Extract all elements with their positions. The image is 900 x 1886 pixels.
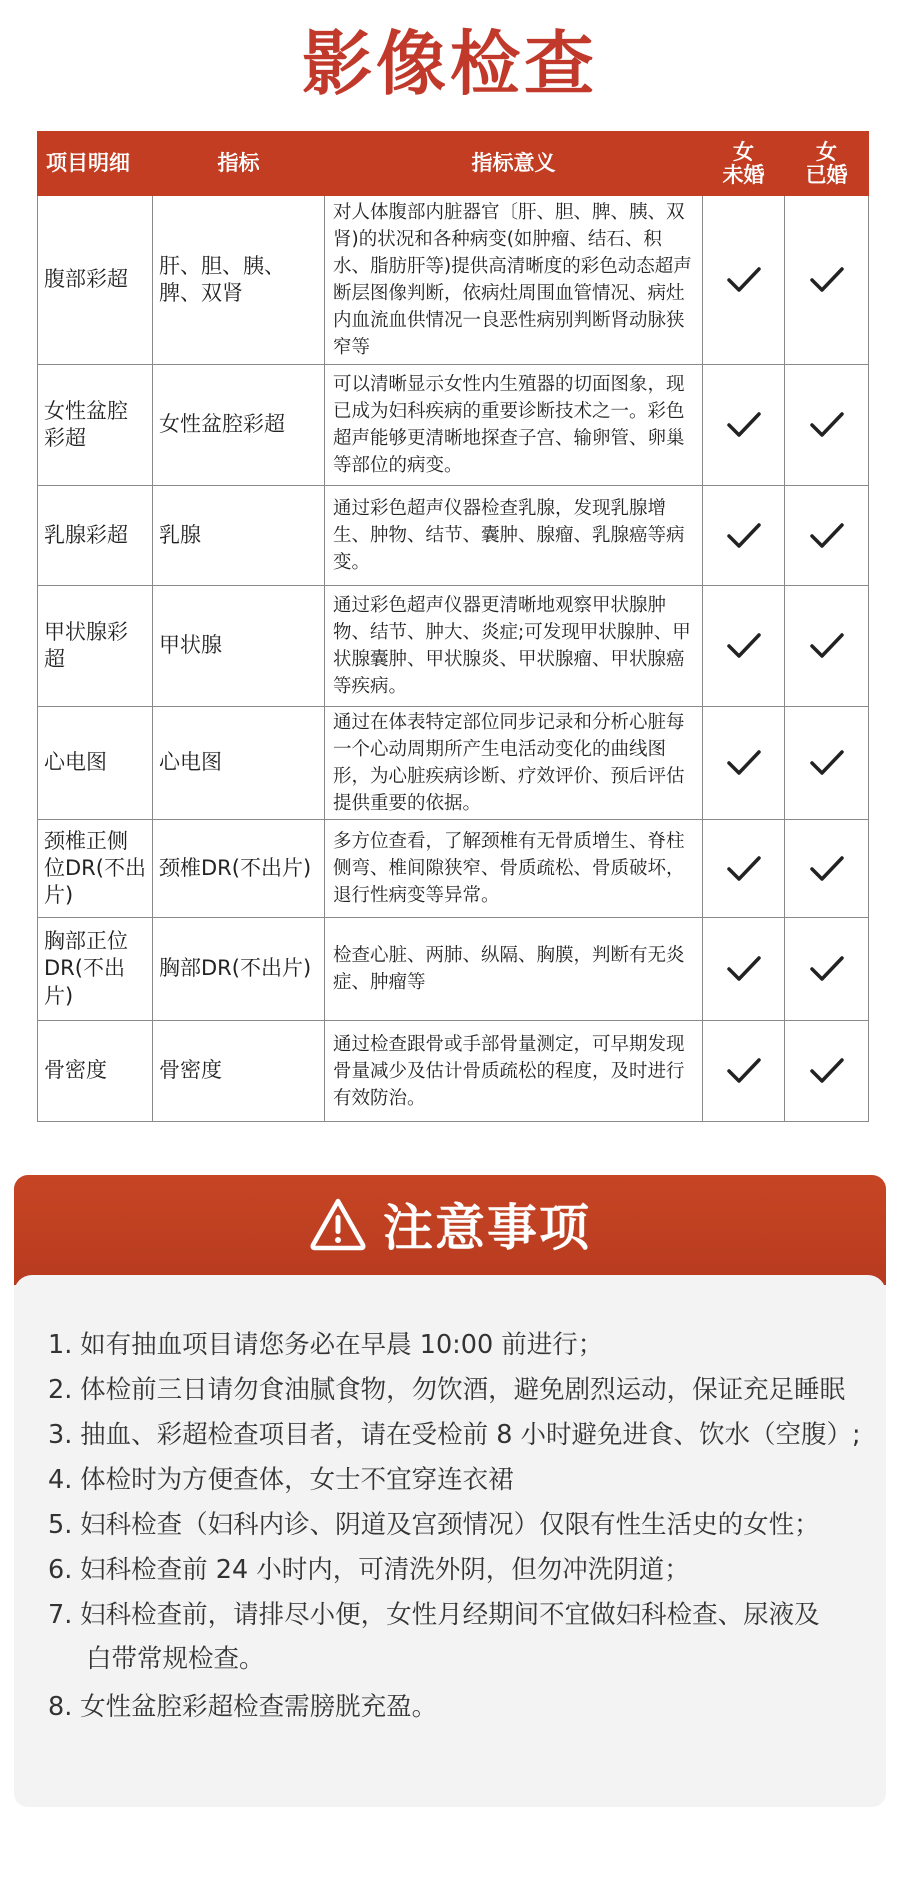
cell-item: 甲状腺彩超 <box>38 586 153 707</box>
page-title: 影像检查 <box>302 23 598 105</box>
cell-married <box>785 586 869 707</box>
header-meaning: 指标意义 <box>325 132 703 196</box>
cell-indicator: 乳腺 <box>153 486 325 586</box>
notice-item-text: 如有抽血项目请您务必在早晨 10:00 前进行； <box>80 1330 604 1360</box>
check-icon <box>809 412 845 436</box>
cell-indicator: 骨密度 <box>153 1021 325 1122</box>
cell-married <box>785 486 869 586</box>
check-icon <box>726 956 762 980</box>
cell-married <box>785 918 869 1021</box>
cell-item: 腹部彩超 <box>38 196 153 365</box>
notice-item <box>48 1368 868 1413</box>
header-unmarried-line1: 女 <box>733 140 754 165</box>
check-icon <box>726 267 762 291</box>
cell-meaning: 多方位查看，了解颈椎有无骨质增生、脊柱侧弯、椎间隙狭窄、骨质疏松、骨质破坏，退行性病变等异常。 <box>325 820 703 918</box>
table-row <box>38 486 869 586</box>
cell-married <box>785 365 869 486</box>
table-header-row <box>38 132 869 196</box>
cell-meaning: 通过彩色超声仪器检查乳腺，发现乳腺增生、肿物、结节、囊肿、腺瘤、乳腺癌等病变。 <box>325 486 703 586</box>
cell-meaning: 通过在体表特定部位同步记录和分析心脏每一个心动周期所产生电活动变化的曲线图形，为心脏疾病诊断、疗效评价、预后评估提供重要的依据。 <box>325 707 703 820</box>
check-icon <box>809 523 845 547</box>
header-married-line2: 已婚 <box>805 162 848 187</box>
cell-item: 心电图 <box>38 707 153 820</box>
cell-unmarried <box>703 586 785 707</box>
notice-item-text: 妇科检查前 24 小时内，可清洗外阴，但勿冲洗阴道； <box>80 1555 690 1585</box>
cell-indicator: 女性盆腔彩超 <box>153 365 325 486</box>
check-icon <box>726 1058 762 1082</box>
header-married-line1: 女 <box>816 140 837 165</box>
cell-married <box>785 1021 869 1122</box>
notice-item-number: 7. <box>48 1600 73 1630</box>
notice-item-number: 8. <box>48 1692 73 1722</box>
cell-item: 骨密度 <box>38 1021 153 1122</box>
cell-married <box>785 707 869 820</box>
check-icon <box>809 956 845 980</box>
warning-triangle-icon <box>309 1197 367 1251</box>
notice-item <box>48 1413 868 1458</box>
cell-indicator: 肝、胆、胰、脾、双肾 <box>153 196 325 365</box>
notice-item <box>48 1458 868 1503</box>
cell-item: 女性盆腔彩超 <box>38 365 153 486</box>
notice-item-number: 4. <box>48 1465 73 1495</box>
check-icon <box>809 1058 845 1082</box>
notice-header <box>14 1175 886 1285</box>
check-icon <box>726 412 762 436</box>
notice-title: 注意事项 <box>383 1199 591 1257</box>
cell-meaning: 检查心脏、两肺、纵隔、胸膜，判断有无炎症、肿瘤等 <box>325 918 703 1021</box>
cell-married <box>785 820 869 918</box>
table-row <box>38 196 869 365</box>
notice-item-number: 3. <box>48 1420 73 1450</box>
cell-item: 乳腺彩超 <box>38 486 153 586</box>
table-row <box>38 1021 869 1122</box>
check-icon <box>726 750 762 774</box>
cell-unmarried <box>703 820 785 918</box>
table-row <box>38 918 869 1021</box>
check-icon <box>809 267 845 291</box>
notice-list <box>48 1323 868 1730</box>
cell-unmarried <box>703 1021 785 1122</box>
notice-item-text: 妇科检查前，请排尽小便，女性月经期间不宜做妇科检查、尿液及 <box>80 1600 820 1630</box>
header-unmarried <box>703 132 785 196</box>
notice-item <box>48 1503 868 1548</box>
cell-married <box>785 196 869 365</box>
notice-item-text: 妇科检查（妇科内诊、阴道及宫颈情况）仅限有性生活史的女性； <box>80 1510 820 1540</box>
cell-unmarried <box>703 707 785 820</box>
cell-item: 胸部正位DR(不出片) <box>38 918 153 1021</box>
header-item: 项目明细 <box>38 132 153 196</box>
table-row <box>38 820 869 918</box>
check-icon <box>809 856 845 880</box>
header-indicator: 指标 <box>153 132 325 196</box>
cell-indicator: 颈椎DR(不出片) <box>153 820 325 918</box>
notice-item-text-cont: 白带常规检查。 <box>86 1644 265 1674</box>
notice-item <box>48 1323 868 1368</box>
notice-item-number: 6. <box>48 1555 73 1585</box>
check-icon <box>726 633 762 657</box>
exam-table <box>37 131 869 1122</box>
cell-meaning: 可以清晰显示女性内生殖器的切面图象，现已成为妇科疾病的重要诊断技术之一。彩色超声能够更清晰地探查子宫、输卵管、卵巢等部位的病变。 <box>325 365 703 486</box>
cell-indicator: 甲状腺 <box>153 586 325 707</box>
notice-item-text: 体检前三日请勿食油腻食物，勿饮酒，避免剧烈运动，保证充足睡眠 <box>80 1375 846 1405</box>
check-icon <box>809 750 845 774</box>
notice-title-bar <box>14 1183 886 1265</box>
header-unmarried-line2: 未婚 <box>722 162 765 187</box>
notice-item <box>48 1685 868 1730</box>
notice-item-text: 女性盆腔彩超检查需膀胱充盈。 <box>80 1692 438 1722</box>
table-row <box>38 586 869 707</box>
header-married <box>785 132 869 196</box>
check-icon <box>809 633 845 657</box>
cell-meaning: 对人体腹部内脏器官〔肝、胆、脾、胰、双肾)的状况和各种病变(如肿瘤、结石、积水、脂肪肝等)提供高清晰度的彩色动态超声断层图像判断，依病灶周围血管情况、病灶内血流血供情况一良恶性病别判断肾动脉狭窄等 <box>325 196 703 365</box>
notice-item-text: 抽血、彩超检查项目者，请在受检前 8 小时避免进食、饮水（空腹）; <box>80 1420 861 1450</box>
notice-item-number: 2. <box>48 1375 73 1405</box>
notice-item-text: 体检时为方便查体，女士不宜穿连衣裙 <box>80 1465 514 1495</box>
notice-item <box>48 1548 868 1593</box>
cell-unmarried <box>703 196 785 365</box>
table-row <box>38 707 869 820</box>
cell-unmarried <box>703 486 785 586</box>
notice-item <box>48 1593 868 1681</box>
table-row <box>38 365 869 486</box>
cell-unmarried <box>703 365 785 486</box>
check-icon <box>726 856 762 880</box>
notice-item-number: 5. <box>48 1510 73 1540</box>
cell-meaning: 通过检查跟骨或手部骨量测定，可早期发现骨量减少及估计骨质疏松的程度，及时进行有效防治。 <box>325 1021 703 1122</box>
cell-unmarried <box>703 918 785 1021</box>
cell-indicator: 胸部DR(不出片) <box>153 918 325 1021</box>
cell-indicator: 心电图 <box>153 707 325 820</box>
cell-item: 颈椎正侧位DR(不出片) <box>38 820 153 918</box>
cell-meaning: 通过彩色超声仪器更清晰地观察甲状腺肿物、结节、肿大、炎症;可发现甲状腺肿、甲状腺囊肿、甲状腺炎、甲状腺瘤、甲状腺癌等疾病。 <box>325 586 703 707</box>
check-icon <box>726 523 762 547</box>
notice-item-number: 1. <box>48 1330 73 1360</box>
